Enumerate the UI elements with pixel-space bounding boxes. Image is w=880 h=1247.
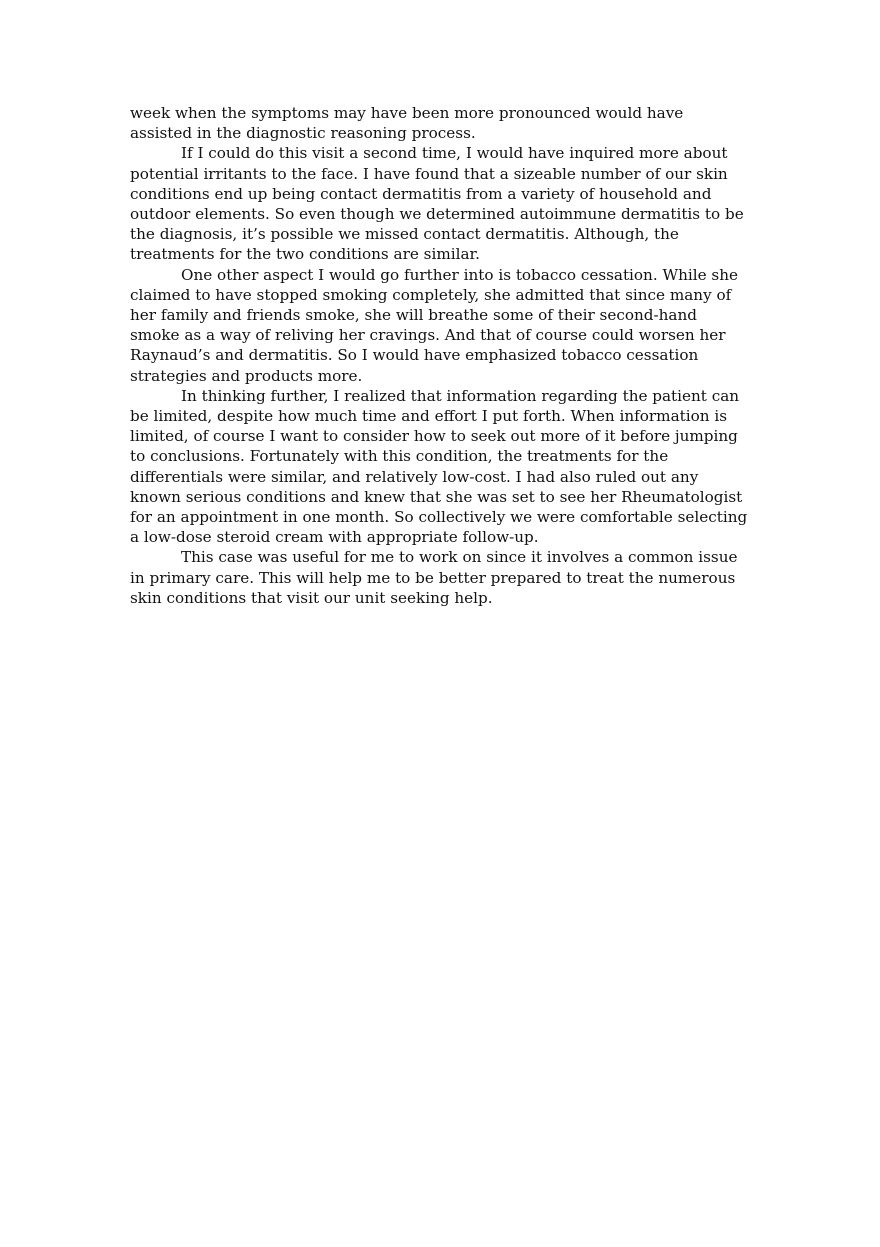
paragraph-conclusion: This case was useful for me to work on since it involves a common issue in primary care. This will help me to be better prepared to treat the numerous skin conditions that visit our unit seeking help. [130, 548, 738, 607]
paragraph-tobacco-cessation: One other aspect I would go further into is tobacco cessation. While she claimed to have stopped smoking completely, she admitted that since many of her family and friends smoke, she will breathe some of their second-hand smoke as a way of reliving her cravings. And that of course could worsen her Raynaud’s and dermatitis. So I would have emphasized tobacco cessation strategies and products more. [130, 265, 738, 385]
paragraph-limited-information: In thinking further, I realized that information regarding the patient can be limited, despite how much time and effort I put forth. When information is limited, of course I want to consider how to seek out more of it before jumping to conclusions. Fortunately with this condition, the treatments for the differentials were similar, and relatively low-cost. I had also ruled out any known serious conditions and knew that she was set to see her Rheumatologist for an appointment in one month. So collectively we were comfortable selecting a low-dose steroid cream with appropriate follow-up. [130, 386, 748, 547]
paragraph-potential-irritants: If I could do this visit a second time, I would have inquired more about potential irritants to the face. I have found that a sizeable number of our skin conditions end up being contact dermatitis from a variety of household and outdoor elements. So even though we determined autoimmune dermatitis to be the diagnosis, it’s possible we missed contact dermatitis. Although, the treatments for the two conditions are similar. [130, 144, 744, 264]
document-body [130, 103, 750, 608]
paragraph-continuation: week when the symptoms may have been more pronounced would have assisted in the diagnostic reasoning process. [130, 104, 684, 143]
